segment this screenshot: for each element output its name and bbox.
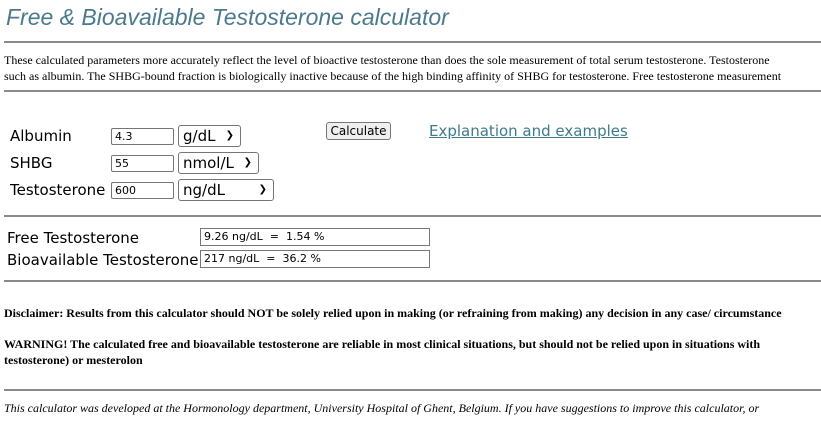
shbg-unit-value: nmol/L [183, 154, 234, 172]
calculate-button[interactable]: Calculate [326, 122, 391, 140]
albumin-label: Albumin [10, 127, 72, 145]
testosterone-unit-value: ng/dL [183, 181, 225, 199]
shbg-input[interactable]: 55 [111, 155, 174, 172]
divider [4, 280, 821, 282]
bioavailable-testosterone-label: Bioavailable Testosterone [7, 251, 199, 269]
warning-line-2: testosterone) or mesterolon [4, 353, 143, 367]
albumin-unit-select[interactable] [178, 125, 241, 147]
page-title: Free & Bioavailable Testosterone calculator [6, 4, 449, 30]
divider [4, 90, 821, 92]
chevron-down-icon: ❯ [258, 184, 267, 195]
disclaimer-text: Disclaimer: Results from this calculator should NOT be solely relied upon in making (or refraining from making) any decision in any case/ circumstance [4, 306, 782, 320]
explanation-link[interactable]: Explanation and examples [429, 122, 628, 140]
intro-text [4, 52, 821, 84]
chevron-down-icon: ❯ [225, 130, 234, 141]
warning-text [4, 336, 760, 368]
shbg-label: SHBG [10, 154, 53, 172]
divider [4, 389, 821, 391]
albumin-unit-value: g/dL [183, 127, 216, 145]
intro-line-2: such as albumin. The SHBG-bound fraction is biologically inactive because of the high binding affinity of SHBG for testosterone. Free testosterone measurement [4, 69, 782, 83]
bioavailable-testosterone-output[interactable]: 217 ng/dL = 36.2 % [200, 250, 430, 268]
testosterone-label: Testosterone [10, 181, 106, 199]
testosterone-input[interactable]: 600 [111, 182, 174, 199]
divider [4, 41, 821, 43]
free-testosterone-label: Free Testosterone [7, 229, 139, 247]
chevron-down-icon: ❯ [243, 157, 252, 168]
intro-line-1: These calculated parameters more accurately reflect the level of bioactive testosterone than does the sole measurement of total serum testosterone. Testosterone [4, 53, 770, 67]
testosterone-unit-select[interactable] [178, 179, 274, 201]
shbg-unit-select[interactable] [178, 152, 259, 174]
albumin-input[interactable]: 4.3 [111, 128, 174, 145]
divider [4, 215, 821, 217]
footer-text: This calculator was developed at the Hormonology department, University Hospital of Ghent, Belgium. If you have suggestions to improve this calculator, or [4, 401, 760, 415]
free-testosterone-output[interactable]: 9.26 ng/dL = 1.54 % [200, 228, 430, 246]
warning-line-1: WARNING! The calculated free and bioavailable testosterone are reliable in most clinical situations, but should not be relied upon in situations with [4, 337, 761, 351]
